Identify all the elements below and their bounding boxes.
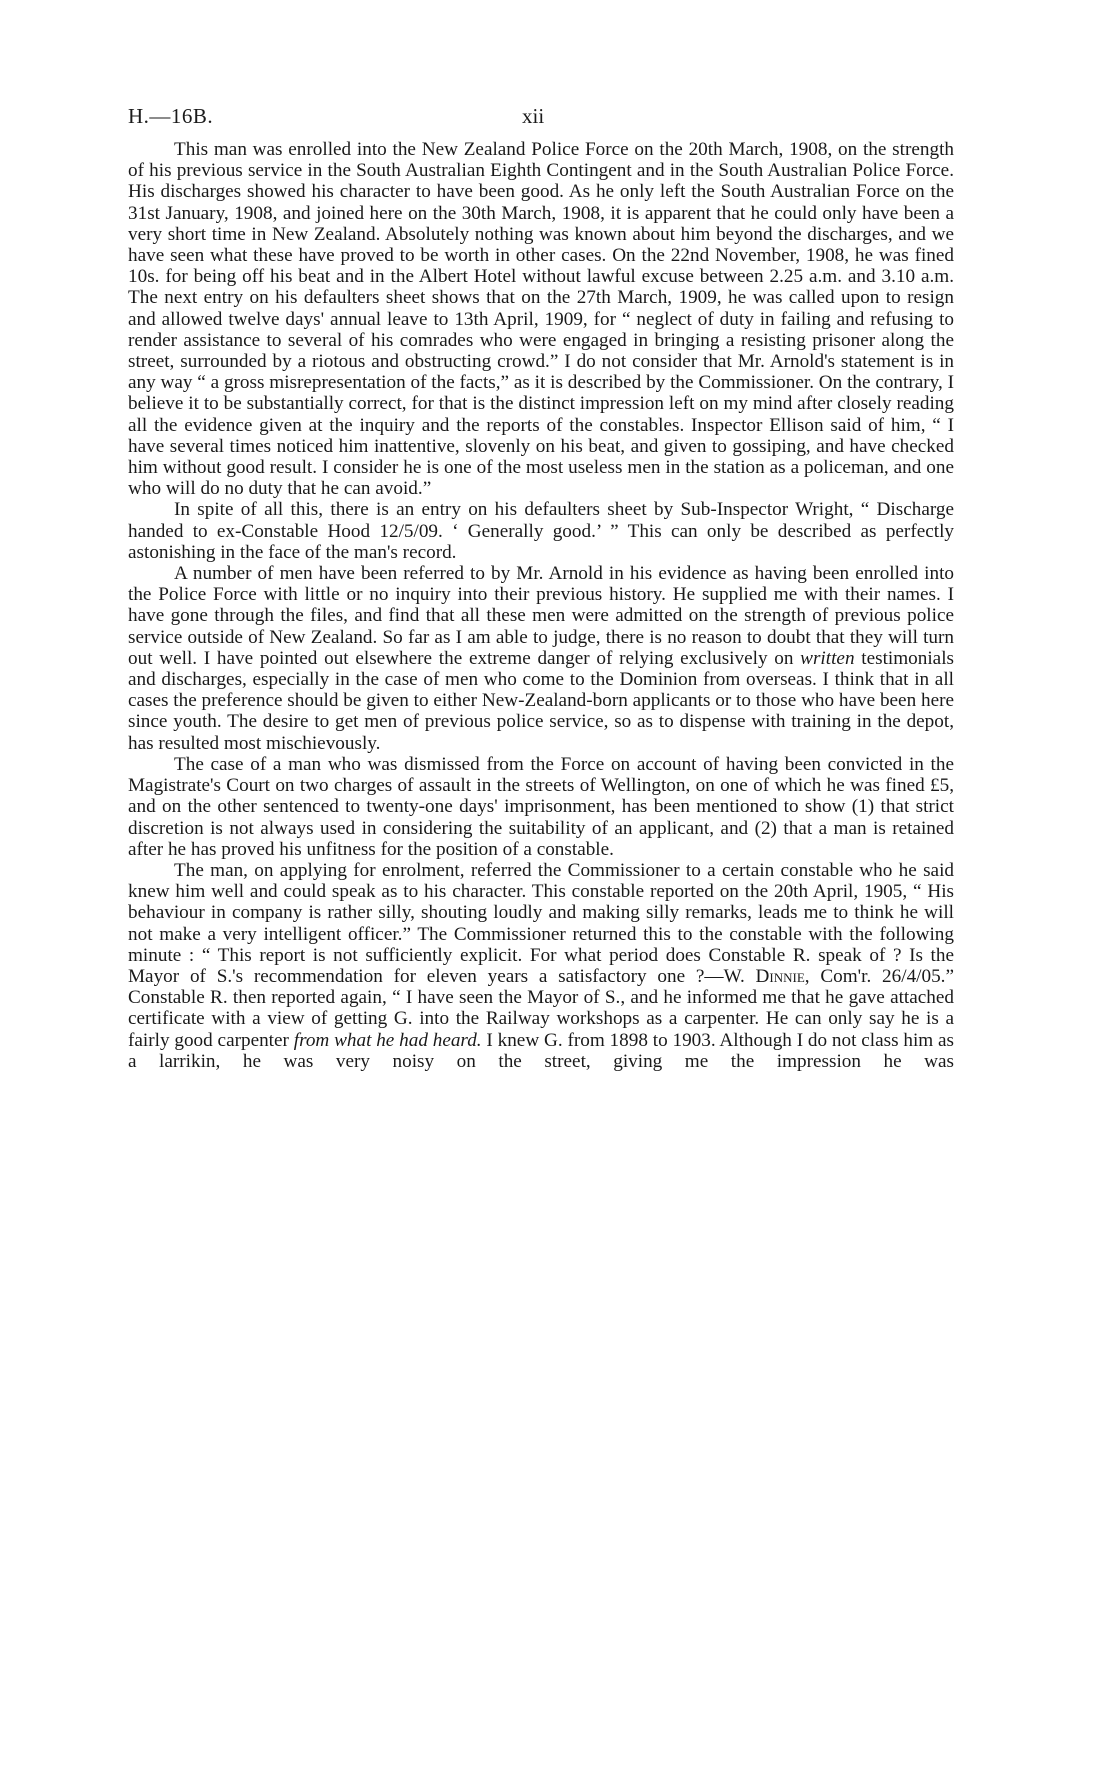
page-number: xii <box>522 104 545 128</box>
paragraph-3-text-end: testimonials and discharges, especially in the case of men who come to the Dominion from overseas. I think that in all cases the preference should be given to either New-Zealand-born applicants or to those who have been here since youth. The desire to get men of previous police service, so as to dispense with training in the depot, has resulted most mischievously. <box>128 647 955 754</box>
paragraph-2: In spite of all this, there is an entry on his defaulters sheet by Sub-Inspector Wright, “ Discharge handed to ex-Constable Hood 12/5/09. ‘ Generally good.’ ” This can only be described as perfectly astonishing in the face of the man's record. <box>128 499 954 563</box>
paragraph-4: The case of a man who was dismissed from the Force on account of having been convicted in the Magistrate's Court on two charges of assault in the streets of Wellington, on one of which he was fined £5, and on the other sentenced to twenty-one days' imprisonment, has been mentioned to show (1) that strict discretion is not always used in considering the suitability of an applicant, and (2) that a man is retained after he has proved his unfitness for the position of a constable. <box>128 753 954 860</box>
paragraph-5-text-middle: , Com'r. 26/4/05.” Constable R. then reported again, “ I have seen the Mayor of S., and he informed me that he gave attached certificate with a view of getting G. into the Railway workshops as a carpenter. He can only say he is a fairly good carpenter <box>128 965 954 1051</box>
body-text <box>128 139 954 1072</box>
paragraph-3-text-start: A number of men have been referred to by Mr. Arnold in his evidence as having been enrolled into the Police Force with little or no inquiry into their previous history. He supplied me with their names. I have gone through the files, and find that all these men were admitted on the strength of previous police service outside of New Zealand. So far as I am able to judge, there is no reason to doubt that they will turn out well. I have pointed out elsewhere the extreme danger of relying exclusively on <box>128 563 954 669</box>
paragraph-3-emphasis: written <box>800 647 855 669</box>
paragraph-5-text-end: I knew G. from 1898 to 1903. Although I do not class him as a larrikin, he was very noisy on the street, giving me the impression he was <box>128 1029 955 1072</box>
paragraph-1: This man was enrolled into the New Zealand Police Force on the 20th March, 1908, on the strength of his previous service in the South Australian Eighth Contingent and in the South Australian Police Force. His discharges showed his character to have been good. As he only left the South Australian Force on the 31st January, 1908, and joined here on the 30th March, 1908, it is apparent that he could only have been a very short time in New Zealand. Absolutely nothing was known about him beyond the discharges, and we have seen what these have proved to be worth in other cases. On the 22nd November, 1908, he was fined 10s. for being off his beat and in the Albert Hotel without lawful excuse between 2.25 a.m. and 3.10 a.m. The next entry on his defaulters sheet shows that on the 27th March, 1909, he was called upon to resign and allowed twelve days' annual leave to 13th April, 1909, for “ neglect of duty in failing and refusing to render assistance to several of his comrades who were engaged in bringing a resisting prisoner along the street, surrounded by a riotous and obstructing crowd.” I do not consider that Mr. Arnold's statement is in any way “ a gross misrepresentation of the facts,” as it is described by the Commissioner. On the contrary, I believe it to be substantially correct, for that is the distinct impression left on my mind after closely reading all the evidence given at the inquiry and the reports of the constables. Inspector Ellison said of him, “ I have several times noticed him inattentive, slovenly on his beat, and given to gossiping, and have checked him without good result. I consider he is one of the most useless men in the station as a policeman, and one who will do no duty that he can avoid.” <box>128 139 954 500</box>
paragraph-3 <box>128 563 954 754</box>
paragraph-5-emphasis: from what he had heard. <box>293 1029 482 1051</box>
paragraph-5-text-start: The man, on applying for enrolment, referred the Commissioner to a certain constable who he said knew him well and could speak as to his character. This constable reported on the 20th April, 1905, “ His behaviour in company is rather silly, shouting loudly and making silly remarks, leads me to think he will not make a very intelligent officer.” The Commissioner returned this to the constable with the following minute : “ This report is not sufficiently explicit. For what period does Constable R. speak of ? Is the Mayor of S.'s recommendation for eleven years a satisfactory one ?—W. <box>128 859 954 987</box>
paragraph-5-signatory: Dinnie <box>755 965 805 987</box>
document-reference: H.—16B. <box>128 104 214 128</box>
paragraph-5 <box>128 860 954 1072</box>
